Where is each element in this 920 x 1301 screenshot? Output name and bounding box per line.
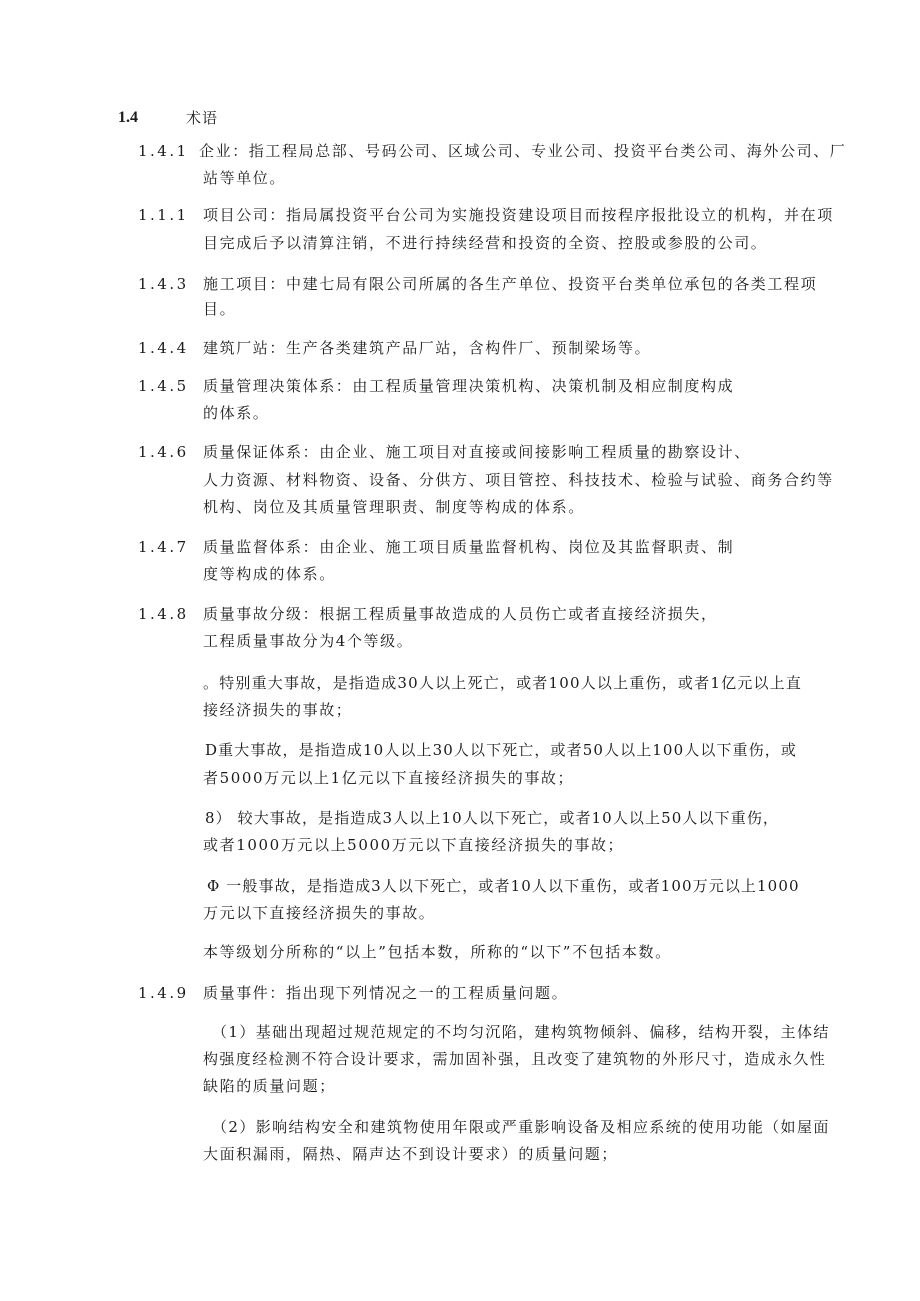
item-text-line: 施工项目：中建七局有限公司所属的各生产单位、投资平台类单位承包的各类工程项 (203, 275, 818, 293)
grade-text-line: 者5000万元以上1亿元以下直接经济损失的事故； (203, 769, 575, 787)
item-text-line: 质量事故分级：根据工程质量事故造成的人员伤亡或者直接经济损失， (203, 605, 718, 623)
note-text: 本等级划分所称的“以上”包括本数，所称的“以下”不包括本数。 (203, 943, 672, 961)
item-text-line: 目完成后予以清算注销，不进行持续经营和投资的全资、控股或参股的公司。 (203, 234, 768, 252)
item-text-line: 度等构成的体系。 (203, 565, 336, 583)
item-text-line: 质量事件：指出现下列情况之一的工程质量问题。 (203, 984, 569, 1002)
section-title: 术语 (186, 109, 219, 127)
item-text-line: 项目公司：指局属投资平台公司为实施投资建设项目而按程序报批设立的机构，并在项 (203, 206, 834, 224)
grade-text-line: 接经济损失的事故； (203, 701, 353, 719)
item-text-line: 人力资源、材料物资、设备、分供方、项目管控、科技技术、检验与试验、商务合约等 (203, 471, 834, 489)
item-text-line: 站等单位。 (203, 169, 287, 187)
item-text-line: 工程质量事故分为4个等级。 (203, 632, 414, 650)
item-text-line: 企业：指工程局总部、号码公司、区域公司、专业公司、投资平台类公司、海外公司、厂 (199, 142, 847, 160)
section-number: 1.4 (118, 109, 138, 126)
event-text-line: （2）影响结构安全和建筑物使用年限或严重影响设备及相应系统的使用功能（如屋面 (212, 1118, 830, 1136)
event-text-line: 缺陷的质量问题； (203, 1077, 336, 1095)
item-text-line: 质量保证体系：由企业、施工项目对直接或间接影响工程质量的勘察设计、 (203, 443, 751, 461)
grade-text-line: 或者1000万元以上5000万元以下直接经济损失的事故； (203, 836, 625, 854)
event-text-line: 构强度经检测不符合设计要求，需加固补强，且改变了建筑物的外形尺寸，造成永久性 (203, 1050, 827, 1068)
grade-text-line: 万元以下直接经济损失的事故。 (203, 904, 436, 922)
item-number: 1.4.3 (138, 275, 189, 293)
item-text-line: 目。 (203, 300, 237, 318)
grade-text-line: D重大事故，是指造成10人以上30人以下死亡，或者50人以上100人以下重伤，或 (205, 741, 797, 759)
item-text-line: 质量管理决策体系：由工程质量管理决策机构、决策机制及相应制度构成 (203, 377, 735, 395)
item-number: 1.4.9 (138, 984, 189, 1002)
item-text-line: 建筑厂站：生产各类建筑产品厂站，含构件厂、预制梁场等。 (203, 339, 652, 357)
event-text-line: （1）基础出现超过规范规定的不均匀沉陷，建构筑物倾斜、偏移，结构开裂，主体结 (212, 1023, 830, 1041)
event-text-line: 大面积漏雨，隔热、隔声达不到设计要求）的质量问题； (203, 1145, 619, 1163)
item-text-line: 质量监督体系：由企业、施工项目质量监督机构、岗位及其监督职责、制 (203, 538, 735, 556)
grade-text-line: 8） 较大事故，是指造成3人以上10人以下死亡，或者10人以上50人以下重伤， (205, 809, 780, 827)
item-text-line: 的体系。 (203, 404, 270, 422)
item-text-line: 机构、岗位及其质量管理职责、制度等构成的体系。 (203, 498, 585, 516)
item-number: 1.4.4 (138, 339, 189, 357)
item-number: 1.4.1 (138, 142, 189, 160)
item-number: 1.4.5 (138, 377, 189, 395)
item-number: 1.4.7 (138, 538, 189, 556)
item-number: 1.1.1 (138, 206, 189, 224)
grade-text-line: 。特别重大事故，是指造成30人以上死亡，或者100人以上重伤，或者1亿元以上直 (203, 674, 803, 692)
item-number: 1.4.8 (138, 605, 189, 623)
item-number: 1.4.6 (138, 443, 189, 461)
grade-text-line: Φ 一般事故，是指造成3人以下死亡，或者10人以下重伤，或者100万元以上1000 (207, 877, 800, 895)
